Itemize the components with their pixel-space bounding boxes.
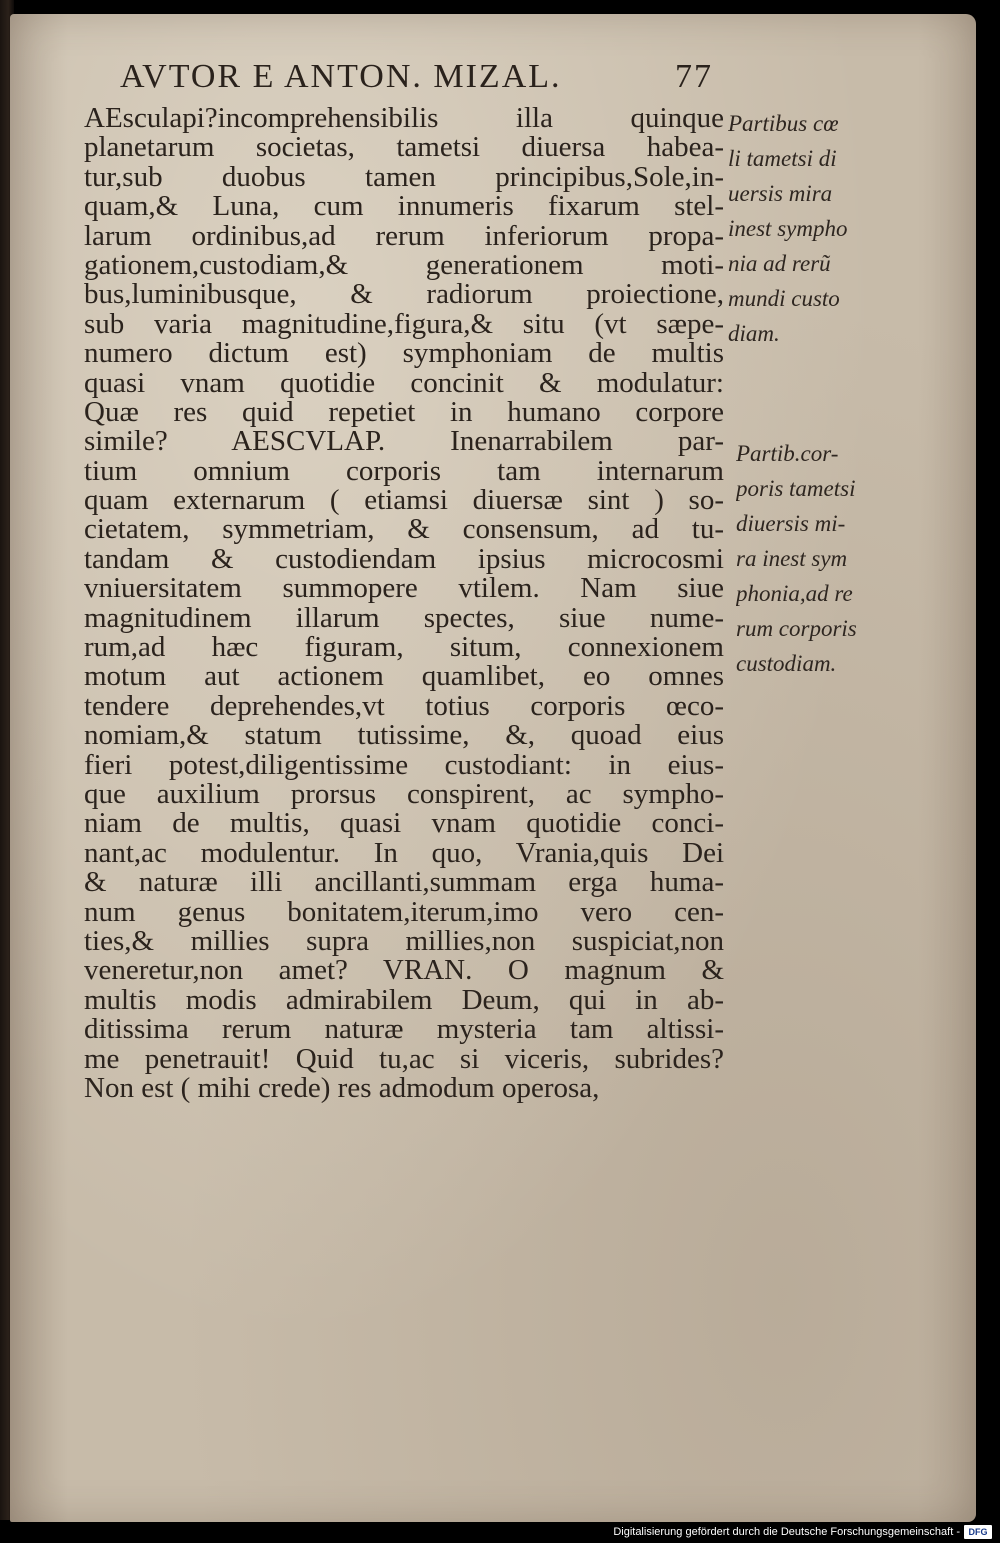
text-line: simile? AESCVLAP. Inenarrabilem par- [84, 427, 724, 457]
running-head [120, 58, 720, 106]
text-line: Non est ( mihi crede) res admodum operosa, [84, 1073, 600, 1104]
text-line: que auxilium prorsus conspirent, ac sympho- [84, 779, 724, 810]
text-line: fieri potest,diligentissime custodiant: in eius- [84, 750, 724, 780]
running-head-title: AVTOR E ANTON. MIZAL. [120, 58, 562, 95]
text-line: quam externarum ( etiamsi diuersæ sint ) so- [84, 486, 724, 516]
text-line: motum aut actionem quamlibet, eo omnes [84, 662, 724, 692]
text-line: vniuersitatem summopere vtilem. Nam siue [84, 574, 724, 604]
margin-note-line: mundi custo [728, 286, 840, 311]
margin-note-line: li tametsi di [728, 146, 837, 171]
text-line: nant,ac modulentur. In quo, Vrania,quis Dei [84, 838, 724, 869]
margin-note-line: diam. [728, 321, 780, 346]
margin-note-line: ra inest sym [736, 546, 848, 571]
text-line: ties,& millies supra millies,non suspiciat,non [84, 926, 724, 957]
margin-note-line: diuersis mi- [736, 511, 846, 536]
text-line: gationem,custodiam,& generationem moti- [84, 250, 724, 281]
text-line: me penetrauit! Quid tu,ac si viceris, subrides? [84, 1044, 724, 1074]
text-line: cietatem, symmetriam, & consensum, ad tu- [84, 515, 724, 545]
margin-note-line: poris tametsi [736, 476, 856, 501]
margin-note-line: custodiam. [736, 651, 837, 676]
text-line: veneretur,non amet? VRAN. O magnum & [84, 956, 724, 986]
margin-note-line: Partib.cor- [736, 441, 839, 466]
text-line: tur,sub duobus tamen principibus,Sole,in- [84, 162, 724, 193]
text-line: tandam & custodiendam ipsius microcosmi [84, 544, 724, 575]
text-line: larum ordinibus,ad rerum inferiorum propa- [84, 221, 724, 251]
text-line: bus,luminibusque, & radiorum proiectione, [84, 280, 724, 310]
page-number: 77 [675, 58, 713, 95]
text-line: magnitudinem illarum spectes, siue nume- [84, 603, 724, 634]
margin-note-line: uersis mira [728, 181, 833, 206]
dfg-logo: DFG [964, 1525, 992, 1539]
text-line: tium omnium corporis tam internarum [84, 456, 724, 487]
text-line: quam,& Luna, cum innumeris fixarum stel- [84, 192, 724, 222]
digitization-credit: Digitalisierung gefördert durch die Deutsche Forschungsgemeinschaft - [613, 1526, 960, 1538]
text-line: planetarum societas, tametsi diuersa habea- [84, 133, 724, 163]
text-line: tendere deprehendes,vt totius corporis œco- [84, 691, 724, 722]
margin-note-line: Partibus cœ [728, 111, 839, 136]
text-line: Quæ res quid repetiet in humano corpore [84, 397, 724, 428]
text-line: num genus bonitatem,iterum,imo vero cen- [84, 897, 724, 927]
margin-note-line: nia ad rerũ [728, 251, 831, 276]
text-line: quasi vnam quotidie concinit & modulatur: [84, 368, 724, 398]
text-line: multis modis admirabilem Deum, qui in ab- [84, 985, 724, 1016]
margin-note-line: rum corporis [736, 616, 857, 641]
margin-note-line: inest sympho [728, 216, 848, 241]
text-line: & naturæ illi ancillanti,summam erga huma- [84, 868, 724, 898]
text-line: niam de multis, quasi vnam quotidie conci- [84, 809, 724, 839]
text-line: nomiam,& statum tutissime, &, quoad eius [84, 721, 724, 751]
text-line: rum,ad hæc figuram, situm, connexionem [84, 633, 724, 663]
text-line: numero dictum est) symphoniam de multis [84, 339, 724, 369]
margin-note-line: phonia,ad re [736, 581, 853, 606]
text-line: ditissima rerum naturæ mysteria tam altissi- [84, 1015, 724, 1045]
body-text [84, 104, 724, 1103]
text-line: AEsculapi?incomprehensibilis illa quinque [84, 104, 724, 134]
margin-note-corporeal [736, 436, 896, 681]
margin-note-celestial [728, 106, 888, 351]
text-line: sub varia magnitudine,figura,& situ (vt sæpe- [84, 309, 724, 340]
